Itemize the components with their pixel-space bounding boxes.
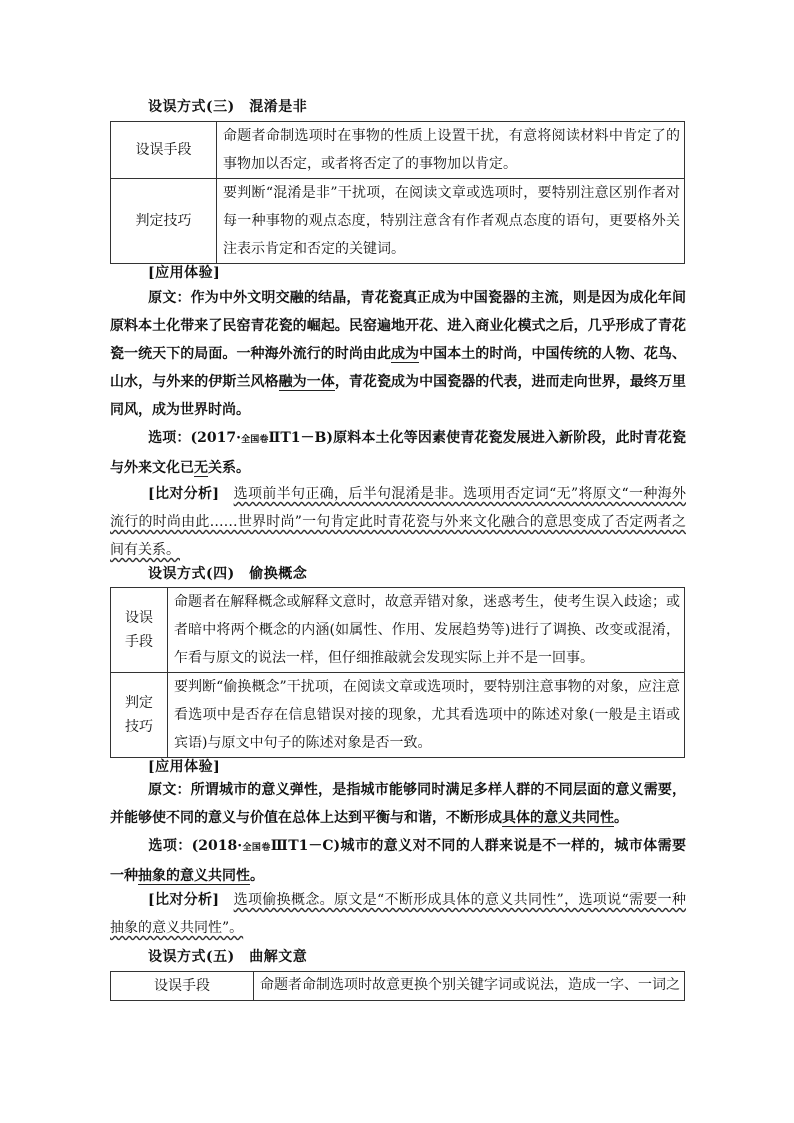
section-4-heading: 设误方式(四) 偷换概念 [148, 566, 308, 582]
tip-label-line: 判定 [125, 695, 153, 711]
analysis-tag: [比对分析] [148, 892, 219, 908]
tip-text: 要判断“偷换概念”干扰项，在阅读文章或选项时，要特别注意事物的对象，应注意看选项中是否存在信息错误对接的现象，尤其看选项中的陈述对象(一般是主语或宾语)与原文中句子的陈述对象是否一致。 [168, 673, 685, 758]
original-text-part: 中国本土的时尚，中国传统的人物、花鸟、山水，与外来的伊斯兰风格 [110, 346, 687, 390]
option-text-part: 原料本土化等因素使青花瓷发展进入新阶段，此时青花瓷与外来文化已 [110, 430, 686, 476]
original-label: 原文： [148, 290, 191, 306]
table-row [111, 588, 685, 673]
analysis-paragraph [110, 480, 686, 564]
underlined-phrase: 具体的意义共同性 [502, 810, 614, 826]
option-source-small: 全国卷 [242, 843, 271, 853]
tip-label [111, 673, 168, 758]
original-text-paragraph [110, 776, 686, 832]
original-text-part: 。 [614, 810, 628, 826]
table-row [111, 179, 685, 264]
option-text-part: 。 [250, 868, 264, 884]
table-row [111, 122, 685, 179]
option-label: 选项： [148, 838, 192, 854]
option-paragraph [110, 832, 686, 890]
option-source-small: 全国卷 [240, 435, 269, 445]
section-4-table [110, 587, 685, 758]
option-label: 选项： [148, 430, 191, 446]
original-text-part: 所谓城市的意义弹性，是指城市能够同时满足多样人群的不同层面的意义需要，并能够使不同的意义与价值在总体上达到平衡与和谐，不断形成 [110, 782, 687, 826]
practice-tag: [应用体验] [148, 759, 221, 775]
section-3-heading: 设误方式(三) 混淆是非 [148, 99, 308, 115]
means-label-line: 手段 [125, 634, 153, 650]
tip-label-line: 技巧 [125, 719, 153, 735]
underlined-word: 融为一体 [278, 374, 335, 390]
option-source: (2017· [190, 430, 241, 446]
underlined-word: 无 [194, 460, 208, 476]
means-text: 命题者命制选项时故意更换个别关键字词或说法，造成一字、一词之 [254, 972, 685, 1001]
analysis-tag: [比对分析] [148, 486, 219, 502]
section-5-table [110, 971, 685, 1001]
original-text-part: ，青花瓷成为中国瓷器的代表，进而走向世界，最终万里同风，成为世界时尚。 [110, 374, 687, 418]
original-label: 原文： [148, 782, 191, 798]
means-label [111, 588, 168, 673]
means-label: 设误手段 [111, 122, 217, 179]
table-row [111, 673, 685, 758]
option-source: ⅢT1－C) [270, 838, 341, 854]
analysis-text: 选项偷换概念。原文是“不断形成具体的意义共同性”，选项说“需要一种抽象的意义共同性”。 [110, 892, 686, 936]
option-text-part: 城市的意义对不同的人群来说是不一样的，城市体需要一种 [110, 838, 686, 884]
original-text-paragraph [110, 284, 686, 424]
option-source: ⅡT1－B) [268, 430, 333, 446]
means-text: 命题者命制选项时在事物的性质上设置干扰，有意将阅读材料中肯定了的事物加以否定，或者将否定了的事物加以肯定。 [217, 122, 685, 179]
analysis-text: 选项前半句正确，后半句混淆是非。选项用否定词“无”将原文“一种海外流行的时尚由此……世界时尚”一句肯定此时青花瓷与外来文化融合的意思变成了否定两者之间有关系。 [110, 486, 686, 558]
means-label: 设误手段 [111, 972, 254, 1001]
original-text-part: 作为中外文明交融的结晶，青花瓷真正成为中国瓷器的主流，则是因为成化年间原料本土化带来了民窑青花瓷的崛起。民窑遍地开花、进入商业化模式之后，几乎形成了青花瓷一统天下的局面。一种海外流行的时尚由此 [110, 290, 687, 362]
option-source: (2018· [191, 838, 243, 854]
means-text: 命题者在解释概念或解释文意时，故意弄错对象，迷惑考生，使考生误入歧途；或者暗中将两个概念的内涵(如属性、作用、发展趋势等)进行了调换、改变或混淆，乍看与原文的说法一样，但仔细推敲就会发现实际上并不是一回事。 [168, 588, 685, 673]
underlined-word: 成为 [391, 346, 420, 362]
option-paragraph [110, 424, 686, 482]
option-text-part: 关系。 [208, 460, 250, 476]
tip-label: 判定技巧 [111, 179, 217, 264]
practice-tag: [应用体验] [148, 265, 221, 281]
table-row [111, 972, 685, 1001]
underlined-phrase: 抽象的意义共同性 [138, 868, 250, 884]
section-3-table [110, 121, 685, 264]
tip-text: 要判断“混淆是非”干扰项，在阅读文章或选项时，要特别注意区别作者对每一种事物的观点态度，特别注意含有作者观点态度的语句，更要格外关注表示肯定和否定的关键词。 [217, 179, 685, 264]
section-5-heading: 设误方式(五) 曲解文意 [148, 949, 308, 965]
means-label-line: 设误 [125, 610, 153, 626]
analysis-paragraph [110, 886, 686, 942]
